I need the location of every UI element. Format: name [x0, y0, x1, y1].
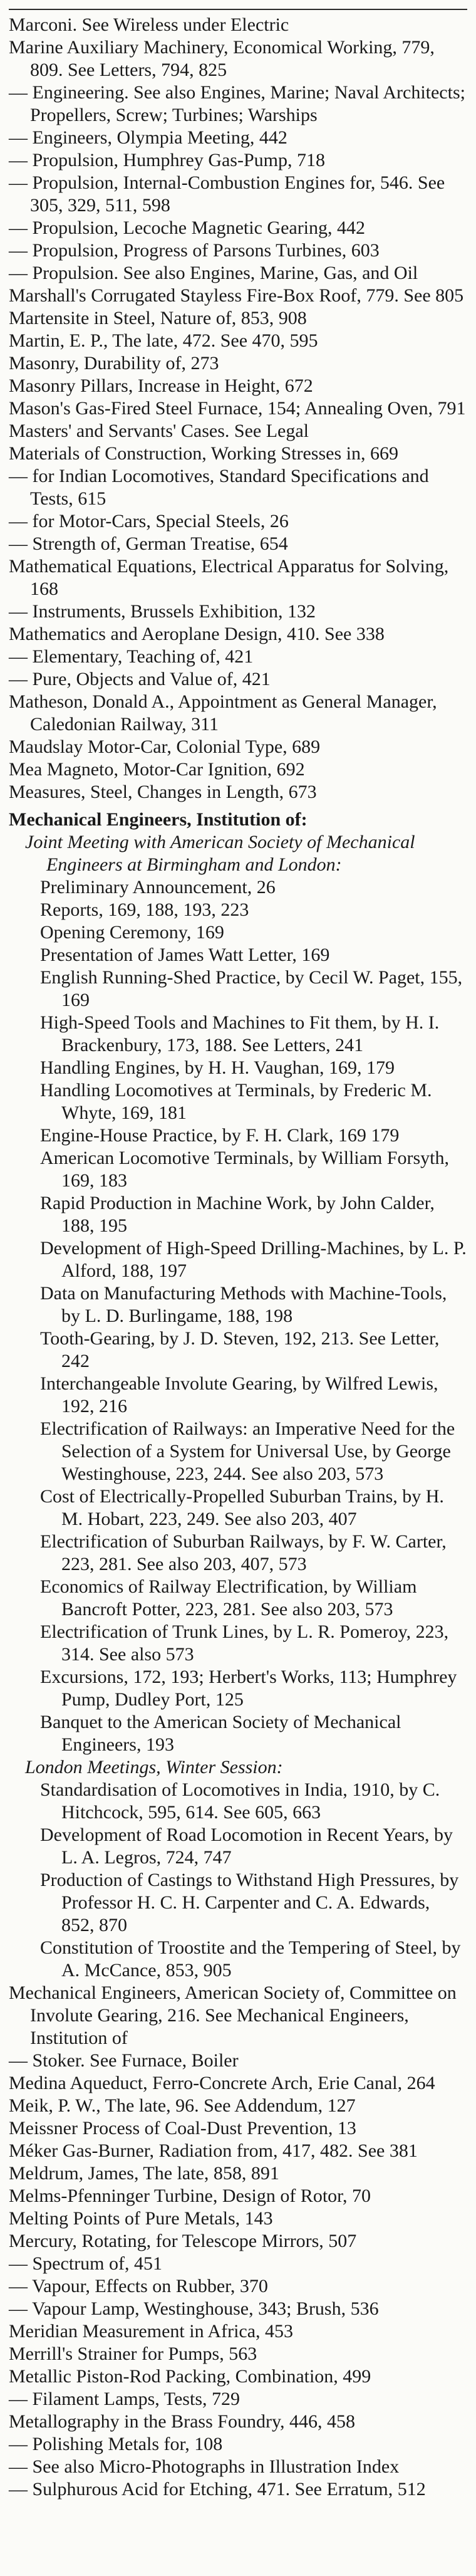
index-entry: Materials of Construction, Working Stresses in, 669	[9, 443, 398, 464]
index-subentry: Development of Road Locomotion in Recent Years, by L. A. Legros, 724, 747	[40, 1825, 453, 1868]
index-entry: Medina Aqueduct, Ferro-Concrete Arch, Erie Canal, 264	[9, 2073, 435, 2093]
index-entry: — Vapour, Effects on Rubber, 370	[9, 2276, 268, 2296]
index-subentry: Tooth-Gearing, by J. D. Steven, 192, 213. See Letter, 242	[40, 1328, 440, 1371]
index-subentry: Banquet to the American Society of Mechanical Engineers, 193	[40, 1712, 401, 1755]
index-entry: Masonry, Durability of, 273	[9, 353, 219, 374]
index-subentry: Presentation of James Watt Letter, 169	[40, 945, 330, 965]
index-subentry: Reports, 169, 188, 193, 223	[40, 899, 249, 920]
index-entry: — Propulsion, Humphrey Gas-Pump, 718	[9, 150, 325, 170]
index-entry: Mathematical Equations, Electrical Apparatus for Solving, 168	[9, 556, 449, 599]
index-entry: Matheson, Donald A., Appointment as General Manager, Caledonian Railway, 311	[9, 691, 437, 735]
index-subentry: Data on Manufacturing Methods with Machine-Tools, by L. D. Burlingame, 188, 198	[40, 1283, 447, 1326]
index-entry: Martensite in Steel, Nature of, 853, 908	[9, 308, 307, 328]
index-subentry: London Meetings, Winter Session:	[25, 1757, 283, 1778]
index-entry: Méker Gas-Burner, Radiation from, 417, 482. See 381	[9, 2140, 418, 2161]
index-subentry: Production of Castings to Withstand High Pressures, by Professor H. C. H. Carpenter and C. A. Edwards, 852, 870	[40, 1870, 459, 1935]
index-entry: — Propulsion, Lecoche Magnetic Gearing, 442	[9, 217, 366, 238]
index-entry: — Strength of, German Treatise, 654	[9, 533, 288, 554]
index-entry: Marconi. See Wireless under Electric	[9, 14, 289, 35]
index-subentry: High-Speed Tools and Machines to Fit them, by H. I. Brackenbury, 173, 188. See Letters, 241	[40, 1012, 440, 1055]
index-entry: Marine Auxiliary Machinery, Economical Working, 779, 809. See Letters, 794, 825	[9, 37, 435, 80]
index-subentry: English Running-Shed Practice, by Cecil W. Paget, 155, 169	[40, 967, 463, 1010]
index-subentry: Handling Locomotives at Terminals, by Frederic M. Whyte, 169, 181	[40, 1080, 432, 1123]
index-entry: Meik, P. W., The late, 96. See Addendum, 127	[9, 2095, 356, 2116]
index-entry: — for Motor-Cars, Special Steels, 26	[9, 511, 289, 531]
index-entry: Mercury, Rotating, for Telescope Mirrors, 507	[9, 2231, 357, 2251]
index-entry: Masonry Pillars, Increase in Height, 672	[9, 375, 313, 396]
index-entry: Masters' and Servants' Cases. See Legal	[9, 421, 309, 441]
index-subentry: Excursions, 172, 193; Herbert's Works, 113; Humphrey Pump, Dudley Port, 125	[40, 1667, 457, 1710]
index-entry: Mea Magneto, Motor-Car Ignition, 692	[9, 759, 305, 780]
index-subentry: Engine-House Practice, by F. H. Clark, 169 179	[40, 1125, 400, 1146]
index-entry: — Propulsion, Progress of Parsons Turbines, 603	[9, 240, 380, 261]
index-entry: — See also Micro-Photographs in Illustration Index	[9, 2456, 400, 2477]
index-entry: — Propulsion, Internal-Combustion Engines for, 546. See 305, 329, 511, 598	[9, 172, 445, 216]
index-section-heading: Mechanical Engineers, Institution of:	[9, 809, 308, 830]
top-rule	[9, 9, 467, 10]
index-subentry: Cost of Electrically-Propelled Suburban Trains, by H. M. Hobart, 223, 249. See also 203, 407	[40, 1486, 444, 1529]
index-entry: — Sulphurous Acid for Etching, 471. See Erratum, 512	[9, 2479, 426, 2500]
index-entry: Measures, Steel, Changes in Length, 673	[9, 782, 317, 802]
index-entry: Melms-Pfenninger Turbine, Design of Rotor, 70	[9, 2186, 371, 2206]
index-entry: — Engineering. See also Engines, Marine; Naval Architects; Propellers, Screw; Turbines; Warships	[9, 82, 465, 125]
index-entry: Mason's Gas-Fired Steel Furnace, 154; Annealing Oven, 791	[9, 398, 466, 419]
index-subentry: Development of High-Speed Drilling-Machines, by L. P. Alford, 188, 197	[40, 1238, 467, 1281]
index-subentry: American Locomotive Terminals, by William Forsyth, 169, 183	[40, 1148, 449, 1191]
index-subentry: Electrification of Railways: an Imperative Need for the Selection of a System for Universal Use, by George Westinghouse, 223, 244. See also 203, 573	[40, 1418, 455, 1484]
index-entry: — for Indian Locomotives, Standard Specifications and Tests, 615	[9, 466, 429, 509]
index-subentry: Preliminary Announcement, 26	[40, 877, 276, 898]
index-subentry: Electrification of Trunk Lines, by L. R. Pomeroy, 223, 314. See also 573	[40, 1621, 449, 1665]
index-entry: Meissner Process of Coal-Dust Prevention, 13	[9, 2118, 356, 2139]
index-entry: — Instruments, Brussels Exhibition, 132	[9, 601, 316, 622]
index-entry: Merrill's Strainer for Pumps, 563	[9, 2343, 257, 2364]
index-subentry: Interchangeable Involute Gearing, by Wilfred Lewis, 192, 216	[40, 1373, 438, 1416]
index-subentry: Rapid Production in Machine Work, by John Calder, 188, 195	[40, 1193, 435, 1236]
index-entry: — Spectrum of, 451	[9, 2253, 162, 2274]
index-entry: Melting Points of Pure Metals, 143	[9, 2208, 273, 2229]
index-entry: — Pure, Objects and Value of, 421	[9, 669, 271, 689]
index-entry: — Polishing Metals for, 108	[9, 2434, 223, 2454]
index-subentry: Constitution of Troostite and the Tempering of Steel, by A. McCance, 853, 905	[40, 1937, 461, 1981]
index-entry: Metallography in the Brass Foundry, 446, 458	[9, 2411, 355, 2432]
index-subentry: Electrification of Suburban Railways, by F. W. Carter, 223, 281. See also 203, 407, 573	[40, 1531, 447, 1574]
index-entry: — Filament Lamps, Tests, 729	[9, 2389, 240, 2409]
index-entry: Mechanical Engineers, American Society of, Committee on Involute Gearing, 216. See Mechanical Engineers, Institution of	[9, 1982, 457, 2048]
index-entry: Maudslay Motor-Car, Colonial Type, 689	[9, 736, 321, 757]
index-entry: — Engineers, Olympia Meeting, 442	[9, 127, 287, 148]
index-entry: Meldrum, James, The late, 858, 891	[9, 2163, 279, 2184]
index-subentry: Economics of Railway Electrification, by William Bancroft Potter, 223, 281. See also 203, 573	[40, 1576, 417, 1620]
index-entry: Metallic Piston-Rod Packing, Combination, 499	[9, 2366, 371, 2387]
index-subentry: Joint Meeting with American Society of Mechanical Engineers at Birmingham and London:	[25, 832, 415, 875]
index-entry: Martin, E. P., The late, 472. See 470, 595	[9, 330, 318, 351]
index-entry: — Stoker. See Furnace, Boiler	[9, 2050, 239, 2071]
index-entry: — Propulsion. See also Engines, Marine, Gas, and Oil	[9, 263, 418, 283]
index-subentry: Standardisation of Locomotives in India, 1910, by C. Hitchcock, 595, 614. See 605, 663	[40, 1779, 440, 1823]
index-entry: Meridian Measurement in Africa, 453	[9, 2321, 294, 2342]
index-subentry: Handling Engines, by H. H. Vaughan, 169, 179	[40, 1057, 395, 1078]
index-entry: Mathematics and Aeroplane Design, 410. See 338	[9, 624, 385, 644]
index-subentry: Opening Ceremony, 169	[40, 922, 224, 943]
index-entry: — Vapour Lamp, Westinghouse, 343; Brush, 536	[9, 2298, 379, 2319]
index-entry: Marshall's Corrugated Stayless Fire-Box Roof, 779. See 805	[9, 285, 464, 306]
index-entry: — Elementary, Teaching of, 421	[9, 646, 254, 667]
index-list	[9, 14, 467, 2501]
